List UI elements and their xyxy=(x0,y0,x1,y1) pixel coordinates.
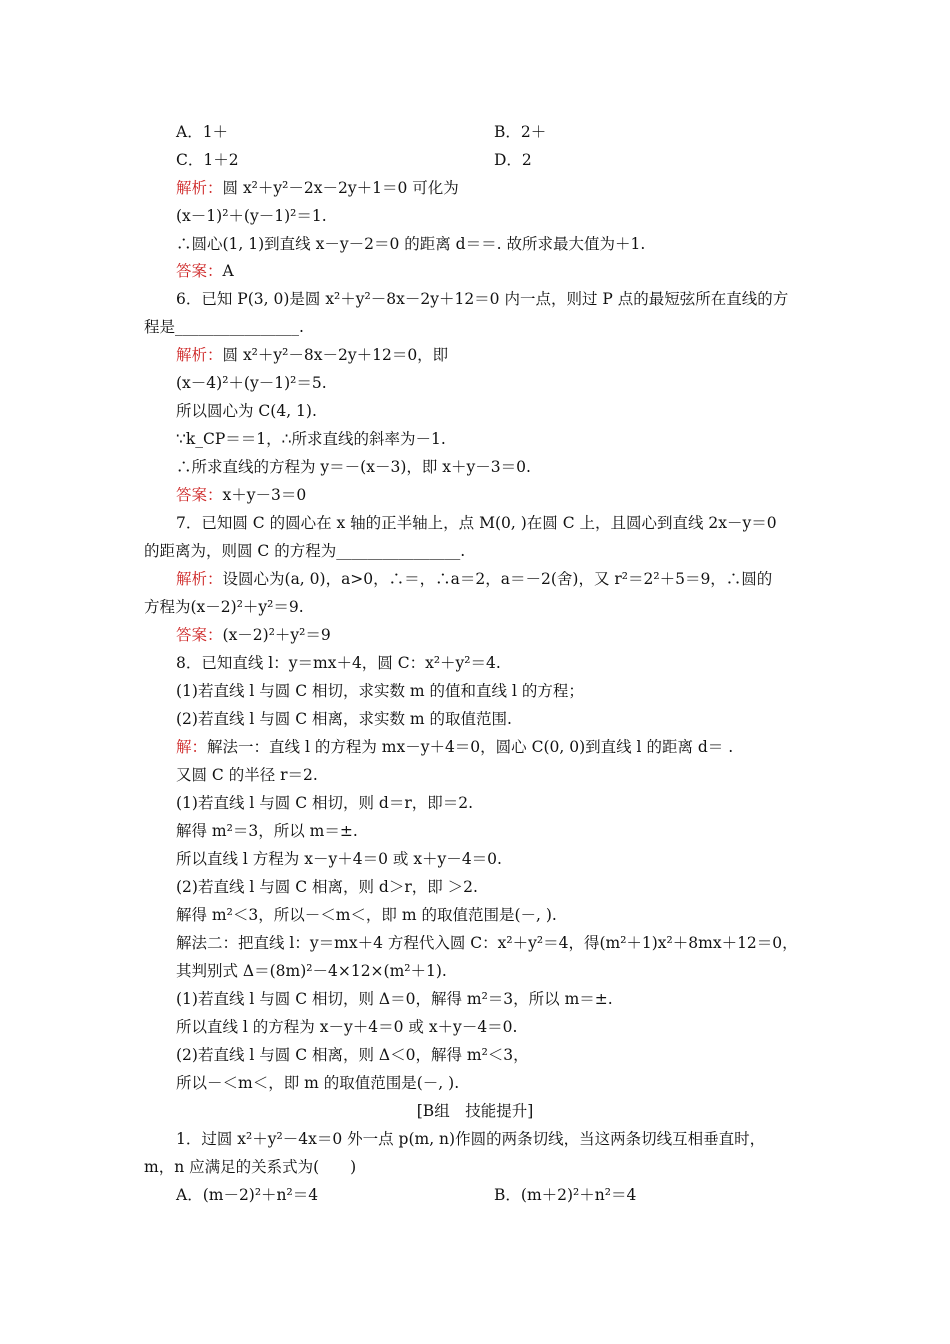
q6-analysis-line-4: ∵k_CP＝＝1，∴所求直线的斜率为－1. xyxy=(176,430,446,448)
q5-option-b: B．2＋ xyxy=(494,123,547,141)
analysis-label: 解析： xyxy=(176,179,223,197)
q5-option-c: C．1＋2 xyxy=(176,151,239,169)
q6-analysis-line-3: 所以圆心为 C(4, 1). xyxy=(176,402,317,420)
q8-solution-line-4: 解得 m²＝3，所以 m＝±. xyxy=(176,822,358,840)
q8-solution-line-13: 所以－＜m＜，即 m 的取值范围是(－, ). xyxy=(176,1074,460,1092)
group-b-heading: [B组 技能提升] xyxy=(416,1102,534,1120)
q8-solution-line-11: 所以直线 l 的方程为 x－y＋4＝0 或 x＋y－4＝0. xyxy=(176,1018,518,1036)
answer-text: x＋y－3＝0 xyxy=(222,486,307,504)
q5-analysis-line-3: ∴圆心(1, 1)到直线 x－y－2＝0 的距离 d＝＝. 故所求最大值为＋1. xyxy=(176,235,646,253)
answer-label: 答案： xyxy=(176,486,223,504)
solution-text: 解法一：直线 l 的方程为 mx－y＋4＝0，圆心 C(0, 0)到直线 l 的距离 d＝ . xyxy=(207,738,734,756)
q8-solution-line-7: 解得 m²＜3，所以－＜m＜，即 m 的取值范围是(－, ). xyxy=(176,906,557,924)
b-q1-stem-line-2: m，n 应满足的关系式为( ) xyxy=(144,1158,357,1176)
b-q1-option-b: B．(m＋2)²＋n²＝4 xyxy=(494,1186,637,1204)
q7-analysis-line-2: 方程为(x－2)²＋y²＝9. xyxy=(144,598,304,616)
q7-stem-line-1: 7．已知圆 C 的圆心在 x 轴的正半轴上，点 M(0, )在圆 C 上，且圆心到直线 2x－y＝0 xyxy=(176,514,777,532)
q6-analysis-line-2: (x－4)²＋(y－1)²＝5. xyxy=(176,374,327,392)
q5-analysis-line-2: (x－1)²＋(y－1)²＝1. xyxy=(176,207,327,225)
answer-text: (x－2)²＋y²＝9 xyxy=(222,626,331,644)
q8-solution-line-12: (2)若直线 l 与圆 C 相离，则 Δ＜0，解得 m²＜3， xyxy=(176,1046,529,1064)
q8-solution-line-10: (1)若直线 l 与圆 C 相切，则 Δ＝0，解得 m²＝3，所以 m＝±. xyxy=(176,990,613,1008)
b-q1-stem-line-1: 1．过圆 x²＋y²－4x＝0 外一点 p(m, n)作圆的两条切线，当这两条切线互相垂直时， xyxy=(176,1130,766,1148)
analysis-label: 解析： xyxy=(176,346,223,364)
solution-label: 解： xyxy=(176,738,208,756)
q6-analysis-line-1 xyxy=(176,345,448,365)
q8-solution-line-6: (2)若直线 l 与圆 C 相离，则 d＞r，即 ＞2. xyxy=(176,878,478,896)
q8-sub-question-1: (1)若直线 l 与圆 C 相切，求实数 m 的值和直线 l 的方程； xyxy=(176,682,584,700)
analysis-text: 圆 x²＋y²－2x－2y＋1＝0 可化为 xyxy=(222,179,459,197)
q8-solution-line-5: 所以直线 l 方程为 x－y＋4＝0 或 x＋y－4＝0. xyxy=(176,850,502,868)
q7-analysis-line-1 xyxy=(176,569,772,589)
q5-analysis-line-1 xyxy=(176,178,459,198)
analysis-label: 解析： xyxy=(176,570,223,588)
q8-stem: 8．已知直线 l：y＝mx＋4，圆 C：x²＋y²＝4. xyxy=(176,654,501,672)
q5-option-a: A．1＋ xyxy=(176,123,229,141)
q8-solution-line-3: (1)若直线 l 与圆 C 相切，则 d＝r，即＝2. xyxy=(176,794,474,812)
q8-solution-line-1 xyxy=(176,737,733,757)
q8-solution-line-8: 解法二：把直线 l：y＝mx＋4 方程代入圆 C：x²＋y²＝4，得(m²＋1)x²＋8mx＋12＝0， xyxy=(176,934,798,952)
q5-option-d: D．2 xyxy=(494,151,532,169)
q5-answer xyxy=(176,261,234,281)
answer-label: 答案： xyxy=(176,262,223,280)
q6-stem-line-2: 程是________________. xyxy=(144,318,304,336)
q7-answer xyxy=(176,625,331,645)
answer-text: A xyxy=(222,262,234,280)
analysis-text: 设圆心为(a, 0)，a>0，∴＝，∴a＝2，a＝－2(舍)，又 r²＝2²＋5＝9，∴圆的 xyxy=(222,570,773,588)
q7-stem-line-2: 的距离为，则圆 C 的方程为________________. xyxy=(144,542,466,560)
q6-answer xyxy=(176,485,306,505)
q8-sub-question-2: (2)若直线 l 与圆 C 相离，求实数 m 的取值范围. xyxy=(176,710,512,728)
q8-solution-line-2: 又圆 C 的半径 r＝2. xyxy=(176,766,318,784)
q6-analysis-line-5: ∴所求直线的方程为 y＝－(x－3)，即 x＋y－3＝0. xyxy=(176,458,531,476)
analysis-text: 圆 x²＋y²－8x－2y＋12＝0，即 xyxy=(222,346,449,364)
q6-stem-line-1: 6．已知 P(3, 0)是圆 x²＋y²－8x－2y＋12＝0 内一点，则过 P 点的最短弦所在直线的方 xyxy=(176,290,789,308)
b-q1-option-a: A．(m－2)²＋n²＝4 xyxy=(176,1186,319,1204)
answer-label: 答案： xyxy=(176,626,223,644)
q8-solution-line-9: 其判别式 Δ＝(8m)²－4×12×(m²＋1). xyxy=(176,962,447,980)
